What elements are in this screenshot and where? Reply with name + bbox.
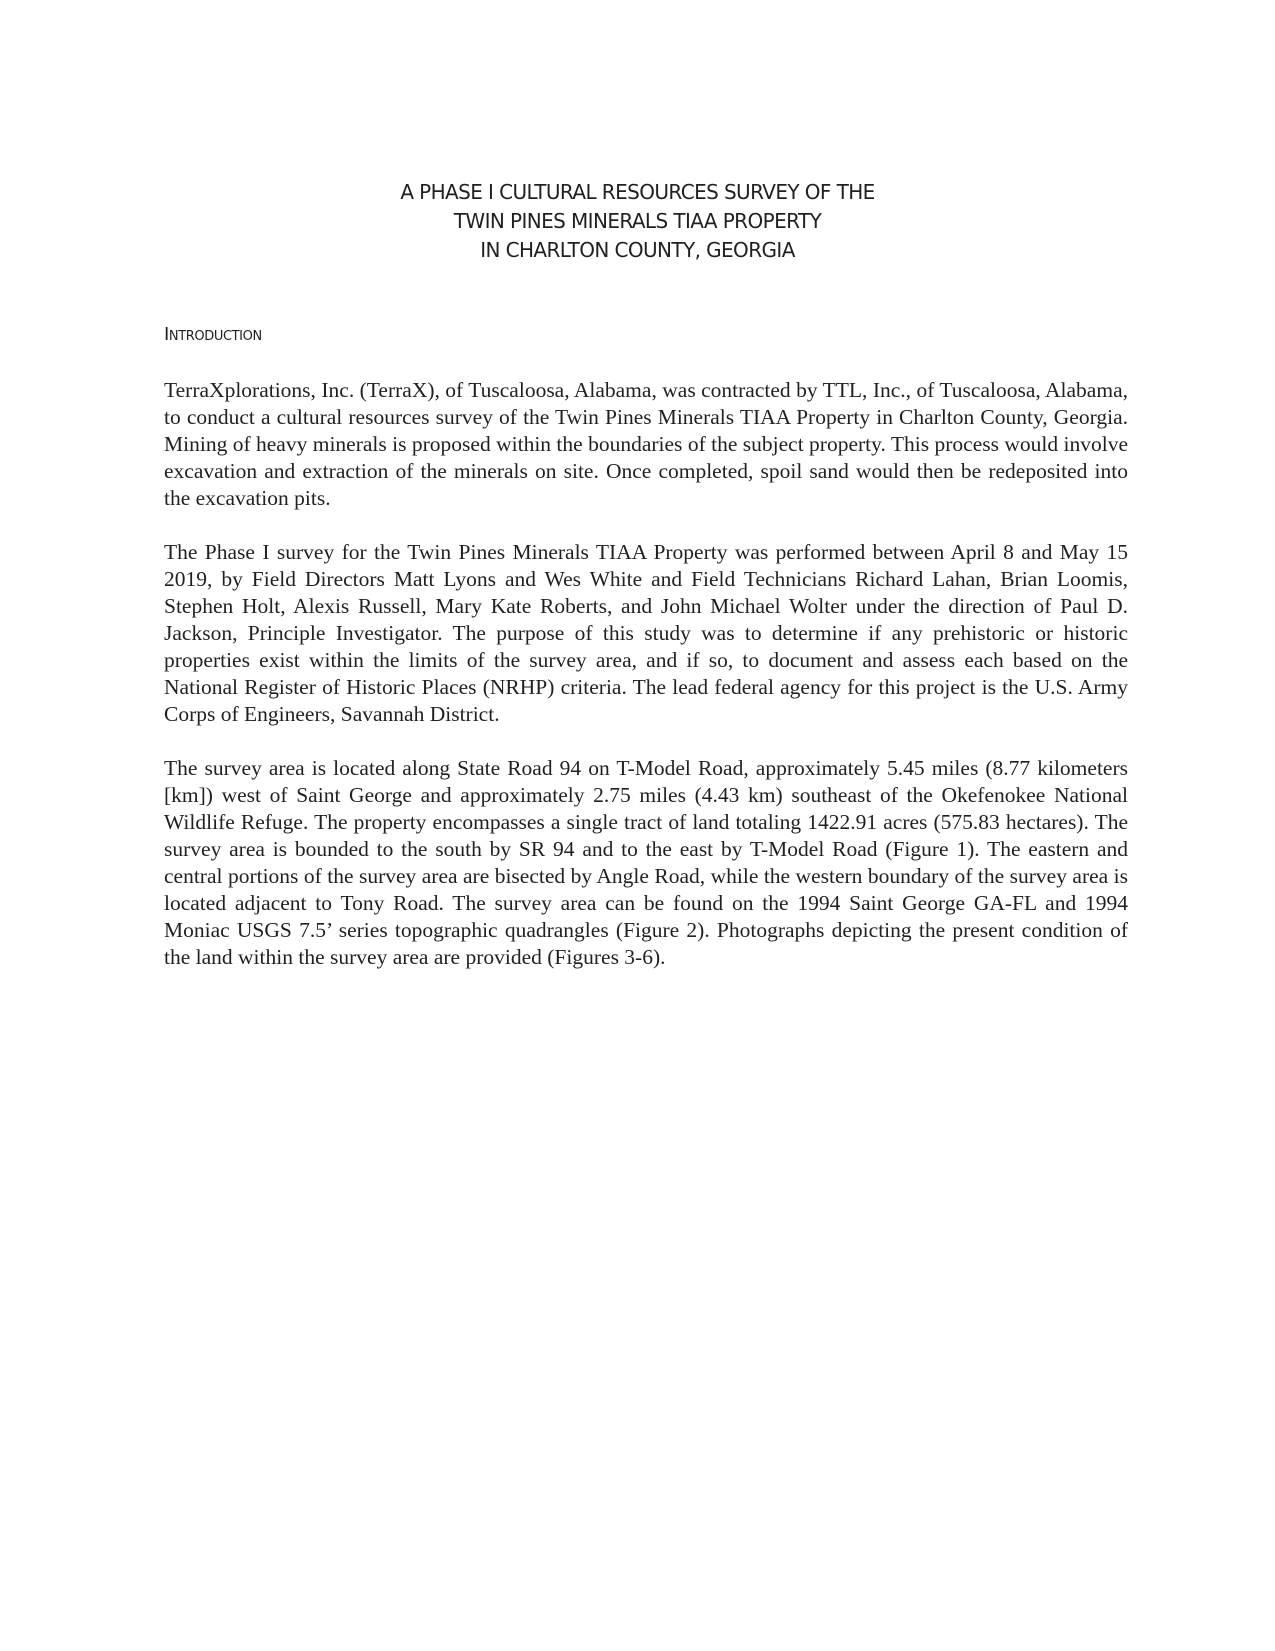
paragraph-survey-team: The Phase I survey for the Twin Pines Minerals TIAA Property was performed between April 8 and May 15 2019, by Field Directors Matt Lyons and Wes White and Field Technicians Richard Lahan, Brian Loomis, Stephen Holt, Alexis Russell, Mary Kate Roberts, and John Michael Wolter under the direction of Paul D. Jackson, Principle Investigator. The purpose of this study was to determine if any prehistoric or historic properties exist within the limits of the survey area, and if so, to document and assess each based on the National Register of Historic Places (NRHP) criteria. The lead federal agency for this project is the U.S. Army Corps of Engineers, Savannah District. [164,540,1128,726]
body-text [164,377,1128,998]
title-line-2: TWIN PINES MINERALS TIAA PROPERTY [453,209,822,233]
document-title [0,178,1275,265]
title-line-3: IN CHARLTON COUNTY, GEORGIA [480,238,795,262]
title-line-1: A PHASE I CULTURAL RESOURCES SURVEY OF THE [400,180,875,204]
section-heading-introduction: Introduction [164,324,262,345]
paragraph-survey-location: The survey area is located along State Road 94 on T-Model Road, approximately 5.45 miles (8.77 kilometers [km]) west of Saint George and approximately 2.75 miles (4.43 km) southeast of the Okefenokee National Wildlife Refuge. The property encompasses a single tract of land totaling 1422.91 acres (575.83 hectares). The survey area is bounded to the south by SR 94 and to the east by T-Model Road (Figure 1). The eastern and central portions of the survey area are bisected by Angle Road, while the western boundary of the survey area is located adjacent to Tony Road. The survey area can be found on the 1994 Saint George GA-FL and 1994 Moniac USGS 7.5’ series topographic quadrangles (Figure 2). Photographs depicting the present condition of the land within the survey area are provided (Figures 3-6). [164,756,1128,969]
paragraph-contract: TerraXplorations, Inc. (TerraX), of Tuscaloosa, Alabama, was contracted by TTL, Inc., of Tuscaloosa, Alabama, to conduct a cultural resources survey of the Twin Pines Minerals TIAA Property in Charlton County, Georgia. Mining of heavy minerals is proposed within the boundaries of the subject property. This process would involve excavation and extraction of the minerals on site. Once completed, spoil sand would then be redeposited into the excavation pits. [164,378,1128,510]
